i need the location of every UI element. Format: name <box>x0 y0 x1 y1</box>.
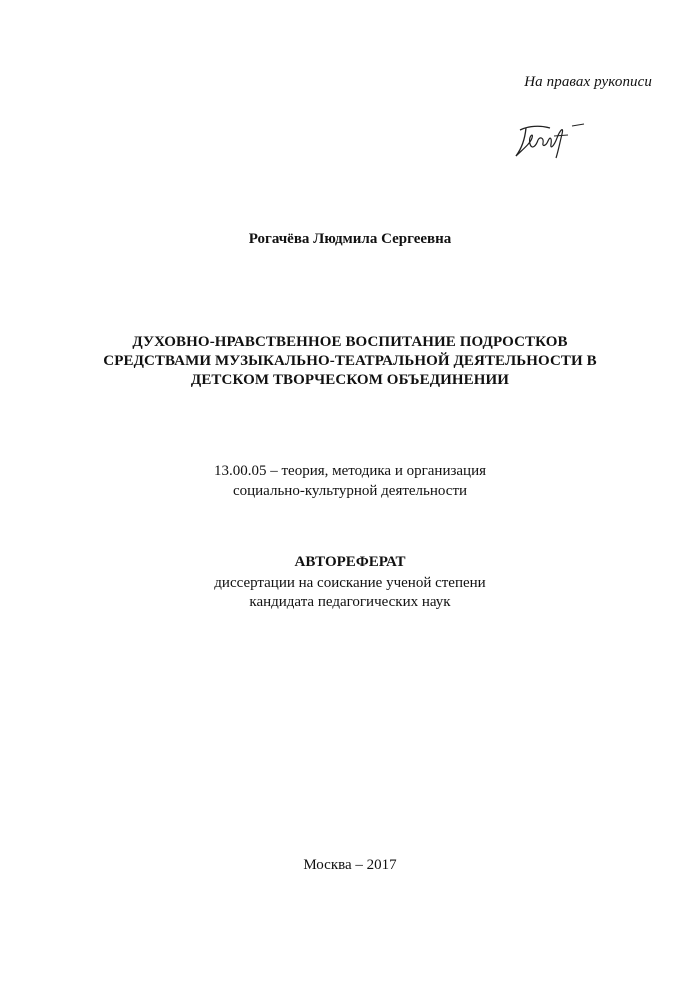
author-name: Рогачёва Людмила Сергеевна <box>248 231 452 247</box>
degree-line: кандидата педагогических наук <box>249 594 451 610</box>
signature-icon <box>510 116 590 164</box>
city-year: Москва – 2017 <box>303 857 397 873</box>
specialty-line: социально-культурной деятельности <box>232 483 468 499</box>
abstract-heading: АВТОРЕФЕРАТ <box>294 554 406 570</box>
title-line: СРЕДСТВАМИ МУЗЫКАЛЬНО-ТЕАТРАЛЬНОЙ ДЕЯТЕЛЬНОСТИ В <box>103 353 597 369</box>
title-line: ДУХОВНО-НРАВСТВЕННОЕ ВОСПИТАНИЕ ПОДРОСТКОВ <box>132 334 568 350</box>
degree-description <box>0 574 700 612</box>
specialty-line: 13.00.05 – теория, методика и организация <box>213 463 487 479</box>
specialty-code <box>0 461 700 501</box>
degree-line: диссертации на соискание ученой степени <box>214 575 486 591</box>
dissertation-title <box>40 333 660 390</box>
rights-note: На правах рукописи <box>524 74 652 90</box>
title-line: ДЕТСКОМ ТВОРЧЕСКОМ ОБЪЕДИНЕНИИ <box>190 372 510 388</box>
